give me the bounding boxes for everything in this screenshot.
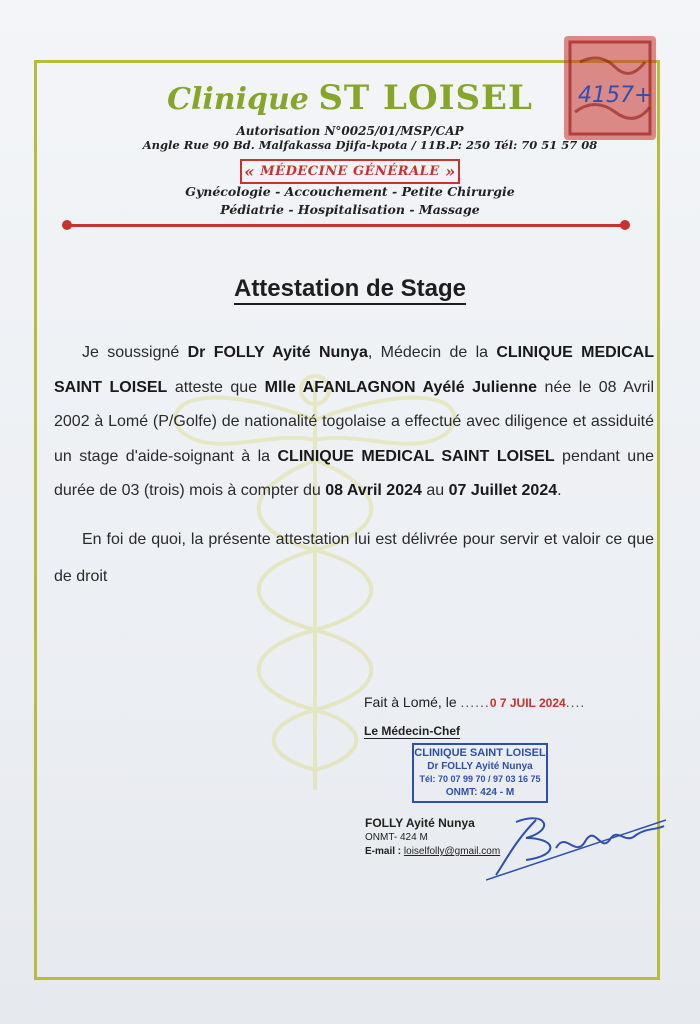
place-label: Fait à Lomé, le <box>364 694 461 710</box>
end-date: 07 Juillet 2024 <box>448 482 558 499</box>
date-stamp: 0 7 JUIL 2024 <box>489 696 566 710</box>
stamp-line-1: CLINIQUE SAINT LOISEL <box>414 747 546 759</box>
dots-leader: ...... <box>460 694 490 710</box>
document-title-text: Attestation de Stage <box>234 275 466 305</box>
text-fragment: , Médecin de la <box>367 344 497 361</box>
text-fragment: née le 08 Avril 2002 à Lomé (P/Golfe) de nationalité togolaise a effectué avec diligence et assiduité un stage d'aide-soignant à la <box>54 378 655 465</box>
text-fragment: pendant une durée de 03 (trois) mois à compter du <box>54 447 655 499</box>
text-fragment: . <box>557 482 562 499</box>
clinic-address: Angle Rue 90 Bd. Malfakassa Djifa-kpota / 11B.P: 250 Tél: 70 51 57 08 <box>142 138 598 152</box>
doctor-stamp <box>412 743 548 803</box>
clinic-full-name: CLINIQUE MEDICAL SAINT LOISEL <box>54 344 654 396</box>
signer-email <box>365 846 500 857</box>
signer-onmt: ONMT- 424 M <box>365 832 428 843</box>
attestation-paragraph-1 <box>54 336 654 509</box>
clinic-full-name-2: CLINIQUE MEDICAL SAINT LOISEL <box>277 447 555 465</box>
start-date: 08 Avril 2024 <box>325 482 422 499</box>
handwritten-signature <box>486 800 676 890</box>
signer-role: Le Médecin-Chef <box>364 724 461 738</box>
clinic-title-name: ST LOISEL <box>318 78 533 118</box>
email-value: loiselfolly@gmail.com <box>403 846 501 857</box>
signer-name: FOLLY Ayité Nunya <box>365 816 475 830</box>
clinic-title-script: Clinique <box>167 82 309 117</box>
email-label: E-mail : <box>365 846 404 857</box>
text-fragment: Je soussigné <box>82 344 188 361</box>
stamp-line-4: ONMT: 424 - M <box>445 787 515 798</box>
text-fragment: au <box>421 482 449 499</box>
stamp-line-3: Tél: 70 07 99 70 / 97 03 16 75 <box>419 774 541 784</box>
stamp-line-2: Dr FOLLY Ayité Nunya <box>427 761 533 772</box>
services-line-2: Pédiatrie - Hospitalisation - Massage <box>220 202 480 217</box>
doctor-name: Dr FOLLY Ayité Nunya <box>187 344 368 361</box>
clinic-title <box>0 78 700 118</box>
header-divider <box>66 224 626 227</box>
document-title <box>0 275 700 303</box>
authorisation-number: Autorisation N°0025/01/MSP/CAP <box>236 124 464 138</box>
attestation-body <box>54 336 654 595</box>
dots-leader: .... <box>565 694 586 710</box>
specialty-banner <box>0 159 700 184</box>
place-date-line <box>364 694 585 710</box>
stamp-handwritten-number: 4157+ <box>578 83 653 108</box>
services-line-1: Gynécologie - Accouchement - Petite Chirurgie <box>185 184 515 199</box>
text-fragment: atteste que <box>167 378 265 396</box>
specialty-banner-text: « MÉDECINE GÉNÉRALE » <box>240 159 459 184</box>
trainee-name: Mlle AFANLAGNON Ayélé Julienne <box>264 378 538 396</box>
attestation-paragraph-2: En foi de quoi, la présente attestation lui est délivrée pour servir et valoir ce que de droit <box>54 530 654 585</box>
